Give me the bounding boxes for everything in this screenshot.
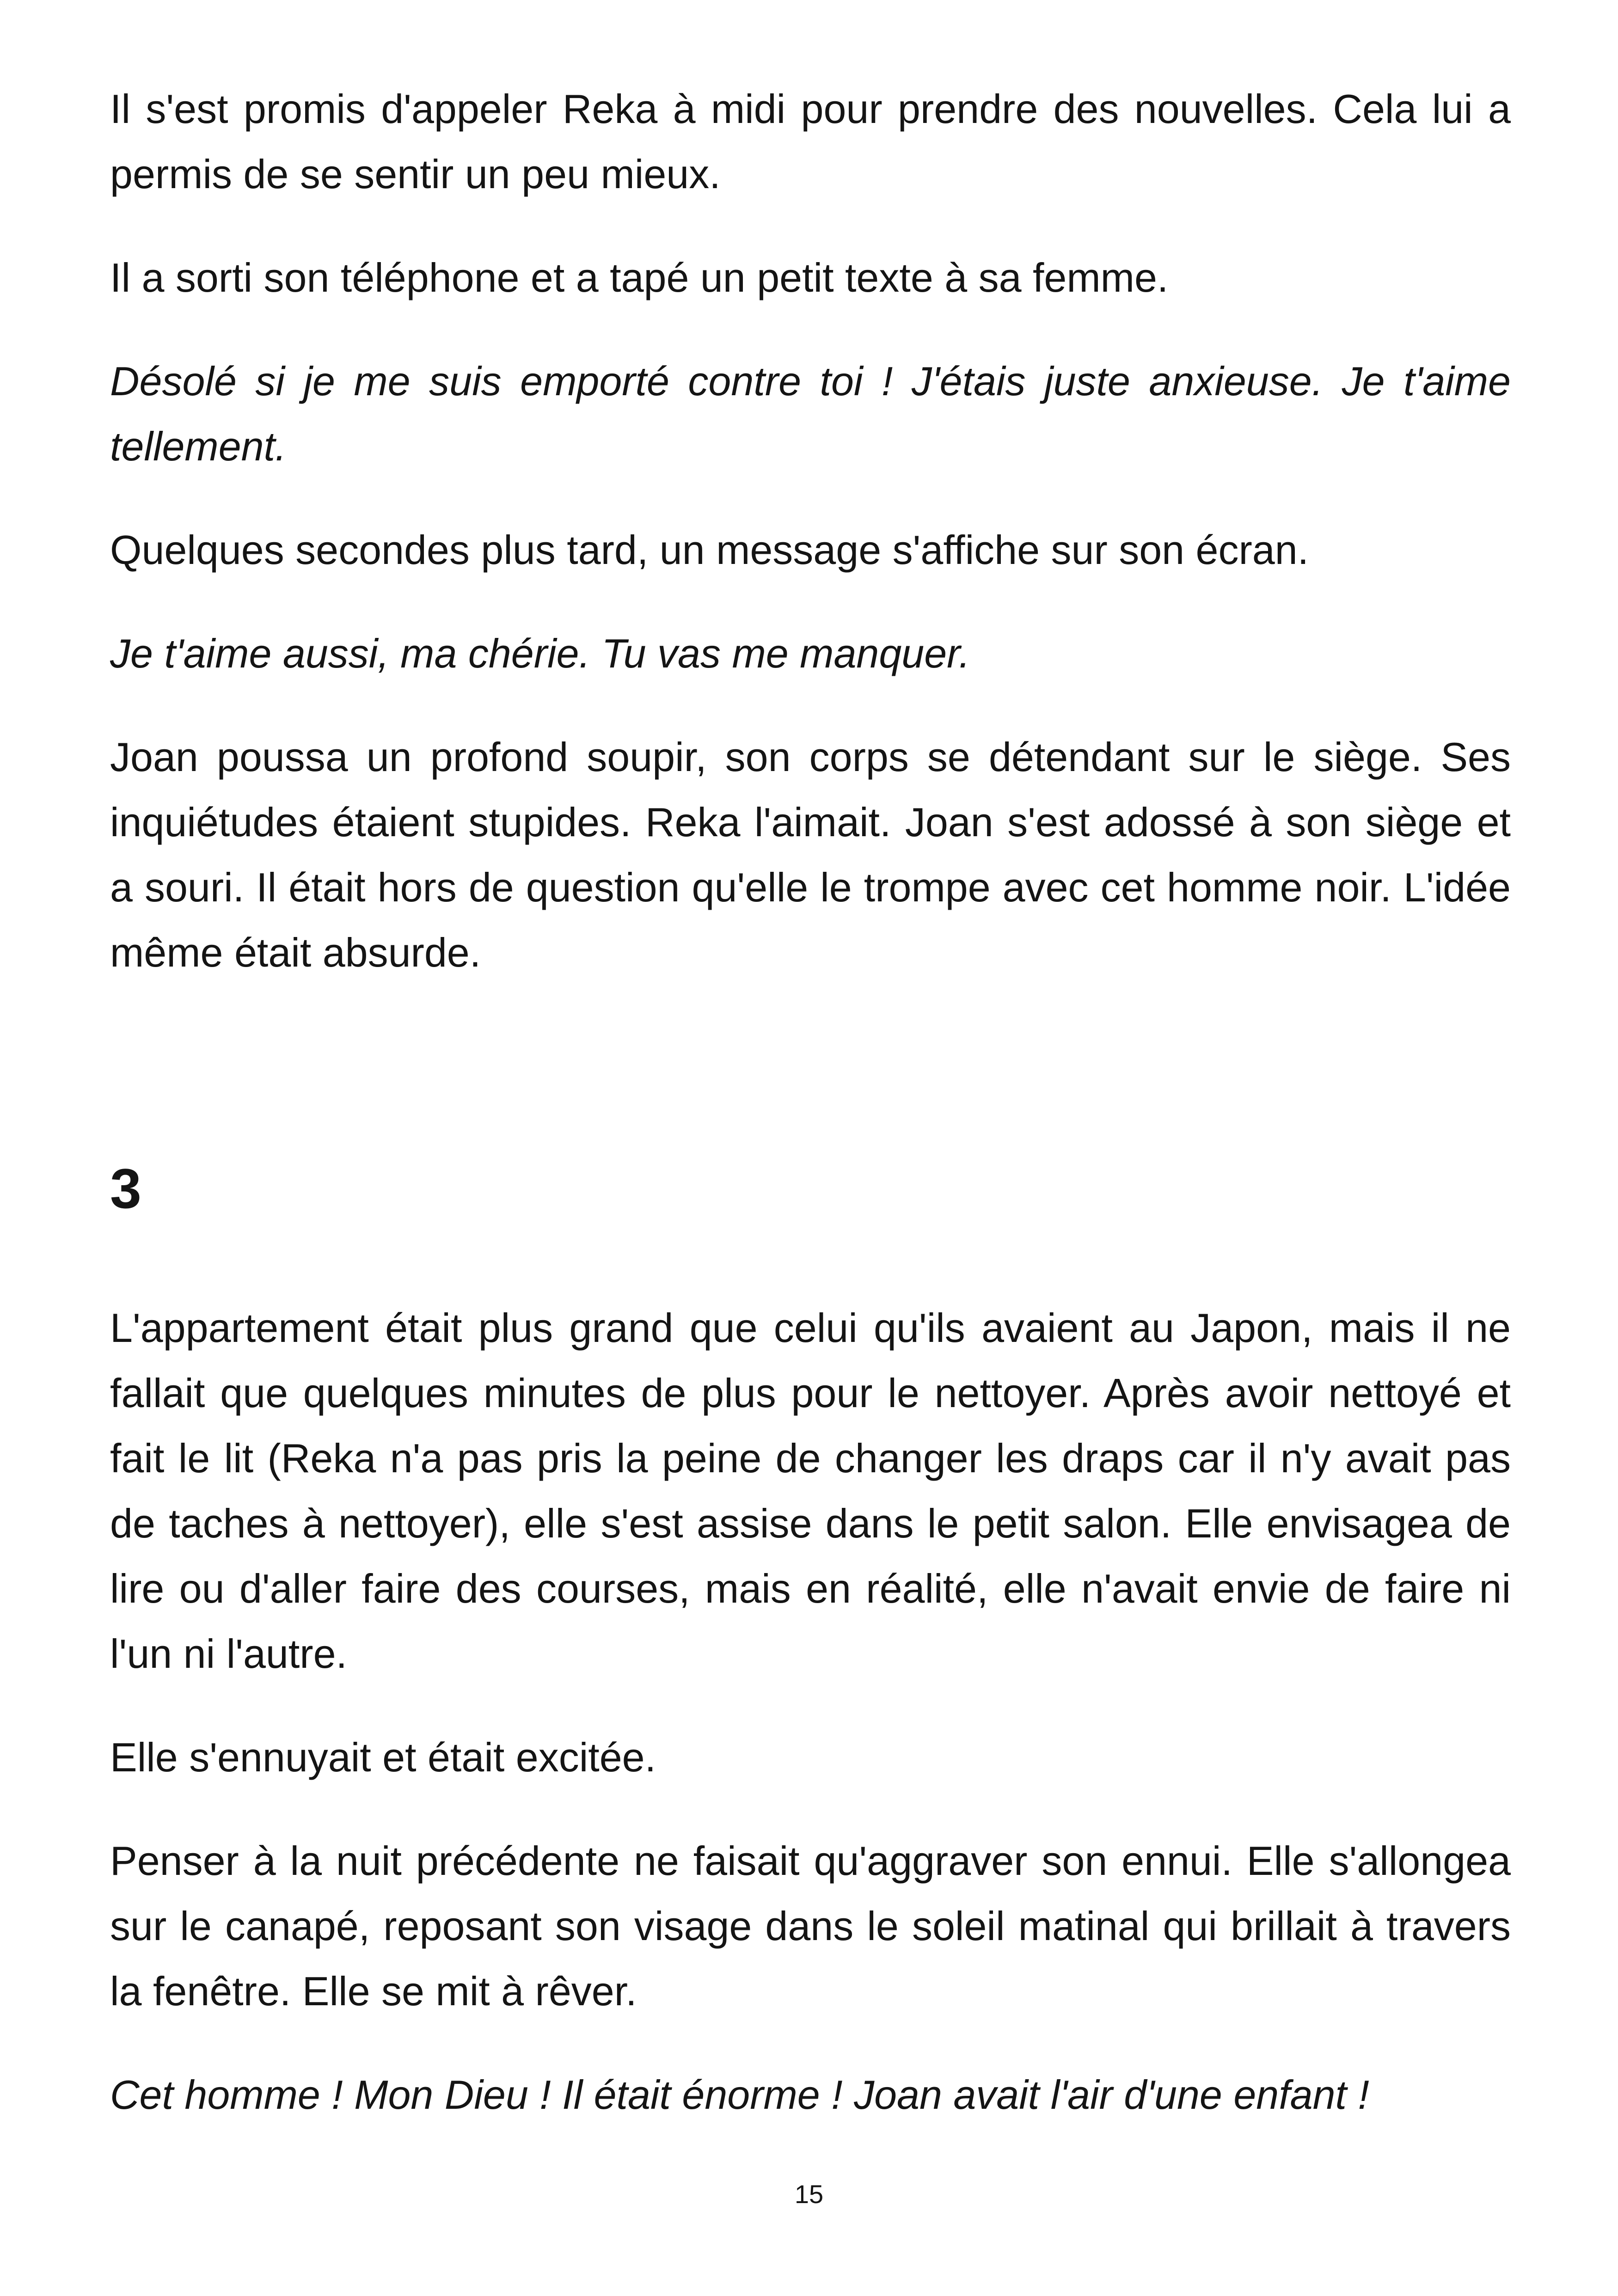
paragraph: Quelques secondes plus tard, un message s'affiche sur son écran.	[110, 527, 1309, 573]
paragraph: Penser à la nuit précédente ne faisait qu'aggraver son ennui. Elle s'allongea sur le canapé, reposant son visage dans le soleil matinal qui brillait à travers la fenêtre. Elle se mit à rêver.	[110, 1838, 1511, 2014]
paragraph: Il s'est promis d'appeler Reka à midi pour prendre des nouvelles. Cela lui a permis de se sentir un peu mieux.	[110, 86, 1511, 197]
italic-thought: Cet homme ! Mon Dieu ! Il était énorme ! Joan avait l'air d'une enfant !	[110, 2072, 1369, 2118]
paragraph: Elle s'ennuyait et était excitée.	[110, 1734, 656, 1780]
italic-message: Je t'aime aussi, ma chérie. Tu vas me manquer.	[110, 631, 970, 676]
italic-message: Désolé si je me suis emporté contre toi ! J'étais juste anxieuse. Je t'aime tellement.	[110, 358, 1511, 469]
paragraph: L'appartement était plus grand que celui qu'ils avaient au Japon, mais il ne fallait que quelques minutes de plus pour le nettoyer. Après avoir nettoyé et fait le lit (Reka n'a pas pris la peine de changer les draps car il n'y avait pas de taches à nettoyer), elle s'est assise dans le petit salon. Elle envisagea de lire ou d'aller faire des courses, mais en réalité, elle n'avait envie de faire ni l'un ni l'autre.	[110, 1305, 1511, 1677]
page-body	[110, 76, 1511, 2127]
chapter-heading: 3	[110, 1157, 141, 1220]
page-number: 15	[794, 2180, 824, 2209]
paragraph: Joan poussa un profond soupir, son corps se détendant sur le siège. Ses inquiétudes étaient stupides. Reka l'aimait. Joan s'est adossé à son siège et a souri. Il était hors de question qu'elle le trompe avec cet homme noir. L'idée même était absurde.	[110, 734, 1511, 975]
paragraph: Il a sorti son téléphone et a tapé un petit texte à sa femme.	[110, 255, 1169, 300]
